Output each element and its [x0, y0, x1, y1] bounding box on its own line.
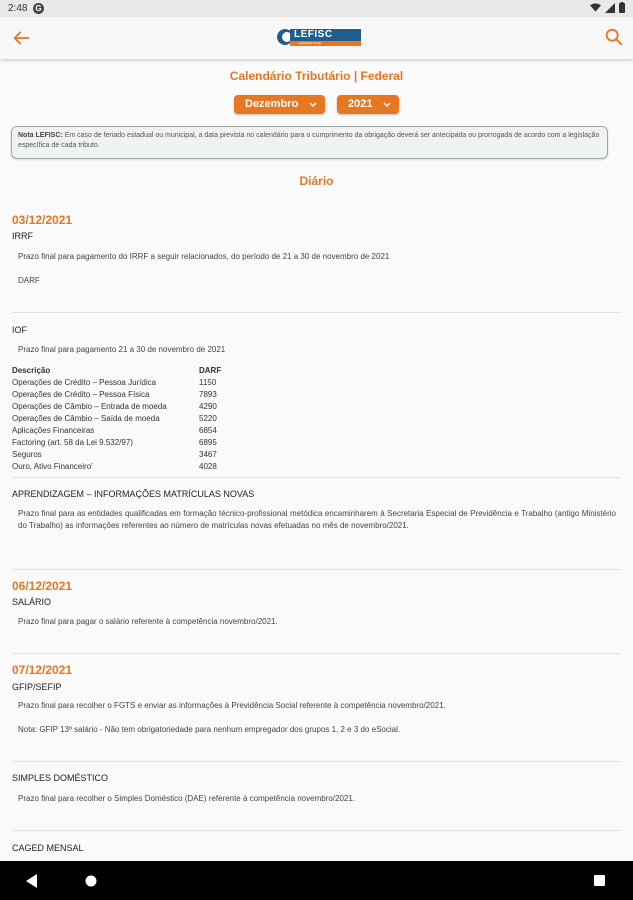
- entry-title: GFIP/SEFIP: [12, 682, 62, 692]
- entry-date: 03/12/2021: [12, 213, 73, 227]
- calendar-content[interactable]: [0, 59, 633, 861]
- status-time: 2:48: [8, 3, 28, 14]
- note-text: Em caso de feriado estadual ou municipal, a data prevista no calendário para o cumprimento da obrigação deverá ser antecipada ou prorrogada de acordo com a legislação específica de cada tributo.: [18, 132, 600, 149]
- entry-title: SALÁRIO: [12, 597, 52, 607]
- divider: [12, 477, 621, 478]
- lefisc-note: [11, 126, 608, 159]
- nav-back-icon[interactable]: [26, 874, 38, 888]
- row-code: 1150: [199, 378, 217, 387]
- row-code: 6854: [199, 426, 217, 435]
- row-desc: Operações de Câmbio – Saída de moeda: [12, 414, 160, 423]
- entry-date: 07/12/2021: [12, 663, 73, 677]
- status-bar: [0, 0, 633, 17]
- signal-icon: [605, 3, 615, 13]
- logo-brand-text: LEFISC: [294, 29, 333, 40]
- row-code: 4028: [199, 462, 217, 471]
- battery-icon: [619, 2, 625, 13]
- navigation-bar: [0, 861, 633, 900]
- row-desc: Aplicações Financeiras: [12, 426, 95, 435]
- wifi-icon: [590, 3, 601, 13]
- divider: [12, 653, 621, 654]
- entry-title: APRENDIZAGEM – INFORMAÇÕES MATRÍCULAS NOVAS: [12, 489, 255, 499]
- nav-home-icon[interactable]: [85, 875, 97, 887]
- table-row: [12, 449, 252, 461]
- entry-text: Prazo final para recolher o FGTS e enviar as informações à Previdência Social referente à competência novembro/2021.: [18, 701, 446, 710]
- month-dropdown[interactable]: [234, 95, 325, 114]
- entry-text: Prazo final para pagar o salário referente à competência novembro/2021.: [18, 617, 278, 626]
- app-bar: [0, 17, 633, 59]
- row-desc: Ouro, Ativo Financeiro': [12, 462, 93, 471]
- month-label: Dezembro: [245, 98, 299, 110]
- column-header: DARF: [199, 366, 222, 375]
- entry-text: Prazo final para pagamento do IRRF a seguir relacionados, do período de 21 a 30 de novembro de 2021: [18, 252, 390, 261]
- note-label: Nota LEFISC:: [18, 132, 63, 139]
- row-desc: Operações de Câmbio – Entrada de moeda: [12, 402, 167, 411]
- entry-title: IOF: [12, 325, 27, 335]
- year-dropdown[interactable]: [337, 95, 399, 114]
- chevron-down-icon: [309, 95, 317, 121]
- divider: [12, 830, 621, 831]
- entry-title: SIMPLES DOMÉSTICO: [12, 773, 109, 783]
- table-row: [12, 461, 252, 473]
- entry-note: Nota: GFIP 13º salário - Não tem obrigatoriedade para nenhum empregador dos grupos 1, 2 e 3 do eSocial.: [18, 725, 401, 734]
- lefisc-logo: [276, 26, 362, 48]
- table-header: [12, 365, 252, 377]
- entry-text: Prazo final para recolher o Simples Doméstico (DAE) referente à competência novembro/2021.: [18, 794, 356, 803]
- page-title: Calendário Tributário | Federal: [229, 69, 404, 83]
- search-icon[interactable]: [603, 26, 625, 48]
- table-row: [12, 401, 252, 413]
- row-desc: Seguros: [12, 450, 42, 459]
- entry-text: Prazo final para pagamento 21 a 30 de novembro de 2021: [18, 345, 226, 354]
- section-title: Diário: [299, 174, 334, 188]
- year-label: 2021: [348, 98, 373, 110]
- row-code: 5220: [199, 414, 217, 423]
- table-row: [12, 413, 252, 425]
- table-row: [12, 377, 252, 389]
- nav-recents-icon[interactable]: [594, 875, 605, 886]
- back-arrow-icon[interactable]: [10, 27, 32, 49]
- row-desc: Factoring (art. 58 da Lei 9.532/97): [12, 438, 133, 447]
- entry-text: Prazo final para as entidades qualificadas em formação técnico-profissional metódica encaminharem à Secretaria Especial de Previdência e Trabalho (antigo Ministério do Trabalho) as informações referentes ao número de matrículas novas efetuadas no mês de novembro/2021.: [18, 509, 616, 530]
- google-icon: G: [33, 3, 44, 14]
- entry-title: CAGED MENSAL: [12, 843, 84, 853]
- divider: [12, 761, 621, 762]
- row-desc: Operações de Crédito – Pessoa Jurídica: [12, 378, 157, 387]
- row-code: 3467: [199, 450, 217, 459]
- row-desc: Operações de Crédito – Pessoa Física: [12, 390, 150, 399]
- row-code: 7893: [199, 390, 217, 399]
- divider: [12, 569, 621, 570]
- table-row: [12, 437, 252, 449]
- entry-date: 06/12/2021: [12, 579, 73, 593]
- row-code: 6895: [199, 438, 217, 447]
- entry-code: DARF: [18, 276, 40, 285]
- entry-title: IRRF: [12, 231, 33, 241]
- column-header: Descrição: [12, 366, 51, 375]
- status-icons: [590, 2, 625, 13]
- chevron-down-icon: [383, 95, 391, 121]
- divider: [12, 312, 621, 313]
- darf-table: [12, 365, 252, 473]
- table-row: [12, 389, 252, 401]
- table-row: [12, 425, 252, 437]
- row-code: 4290: [199, 402, 217, 411]
- logo-brand-subtext: Legislação Fiscal: [298, 41, 322, 45]
